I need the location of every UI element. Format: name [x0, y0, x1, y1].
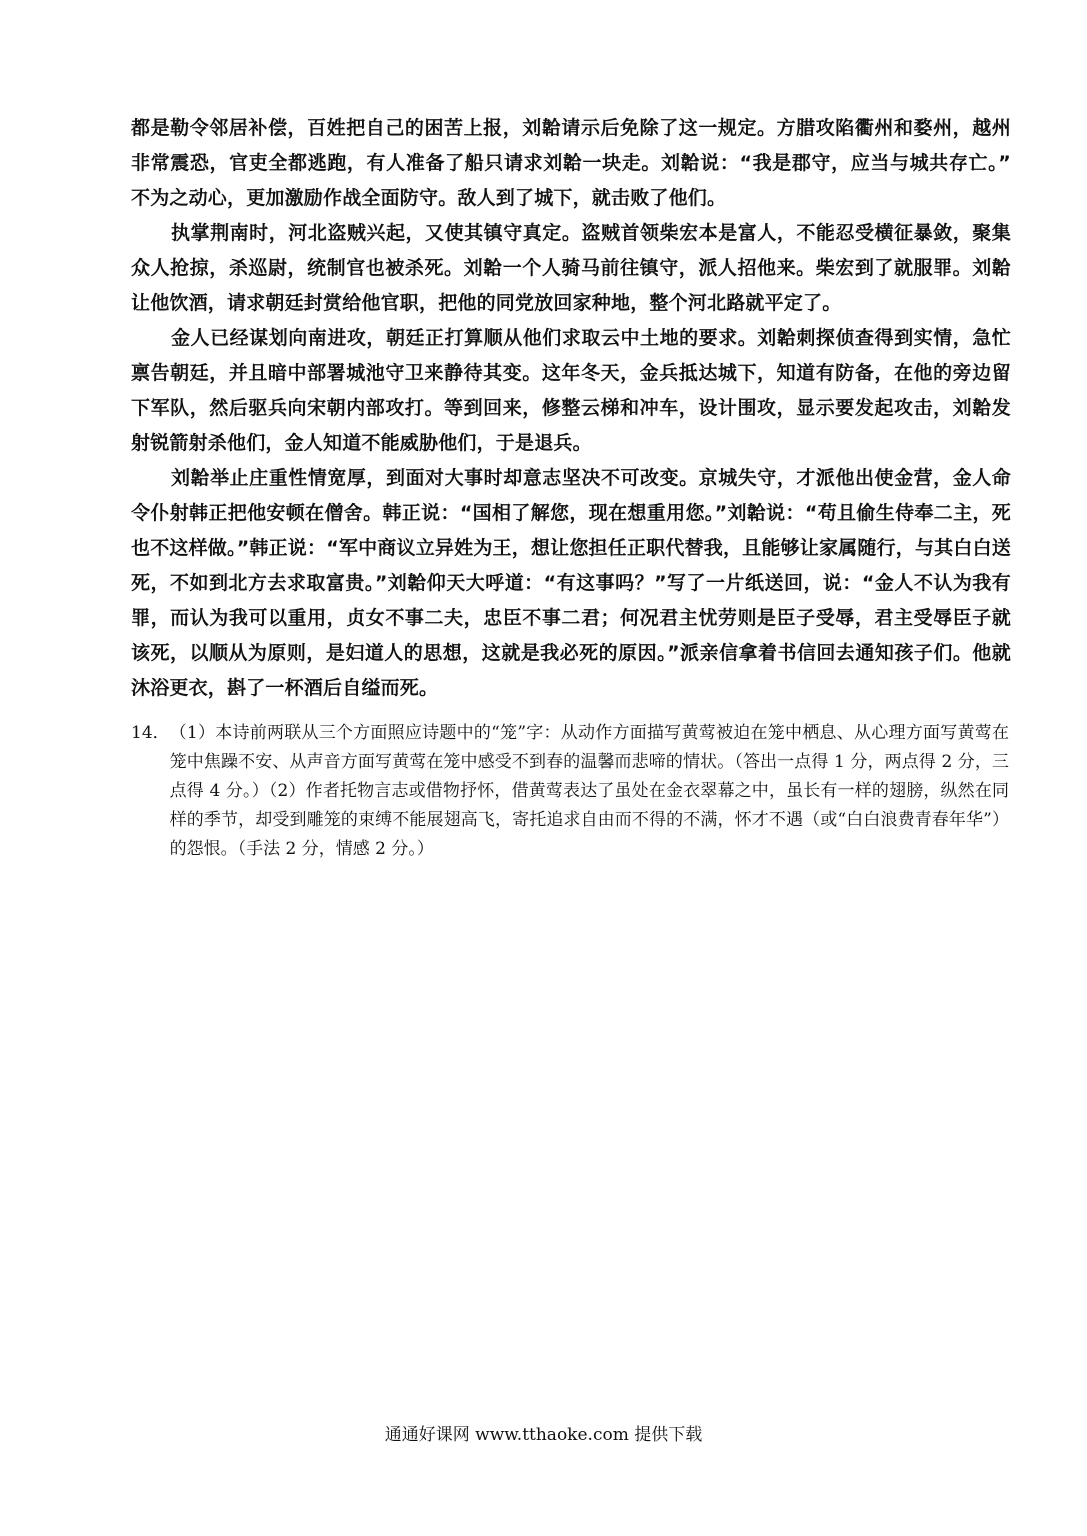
passage-paragraph-3: 金人已经谋划向南进攻，朝廷正打算顺从他们求取云中土地的要求。刘韐刺探侦查得到实情，急忙禀告朝廷，并且暗中部署城池守卫来静待其变。这年冬天，金兵抵达城下，知道有防备，在他的旁边留下军队，然后驱兵向宋朝内部攻打。等到回来，修整云梯和冲车，设计围攻，显示要发起攻击，刘韐发射锐箭射杀他们，金人知道不能威胁他们，于是退兵。: [131, 327, 1011, 454]
passage-paragraph-1: 都是勒令邻居补偿，百姓把自己的困苦上报，刘韐请示后免除了这一规定。方腊攻陷衢州和婺州，越州非常震恐，官吏全都逃跑，有人准备了船只请求刘韐一块走。刘韐说：“我是郡守，应当与城共存亡。” 不为之动心，更加激励作战全面防守。敌人到了城下，就击败了他们。: [131, 117, 1011, 209]
answer-14: [131, 719, 1009, 864]
page-footer: 通通好课网 www.tthaoke.com 提供下载: [384, 1425, 703, 1445]
answer-text: （1）本诗前两联从三个方面照应诗题中的“笼”字：从动作方面描写黄莺被迫在笼中栖息、从心理方面写黄莺在笼中焦躁不安、从声音方面写黄莺在笼中感受不到春的温馨而悲啼的情状。（答出一点得 1 分，两点得 2 分，三点得 4 分。）（2）作者托物言志或借物抒怀，借黄莺表达了虽处在金衣翠幕之中，虽长有一样的翅膀，纵然在同样的季节，却受到雕笼的束缚不能展翅高飞，寄托追求自由而不得的不满，怀才不遇（或“白白浪费青春年华”）的怨恨。（手法 2 分，情感 2 分。）: [169, 723, 1009, 859]
passage-paragraph-2: 执掌荆南时，河北盗贼兴起，又使其镇守真定。盗贼首领柴宏本是富人，不能忍受横征暴敛，聚集众人抢掠，杀巡尉，统制官也被杀死。刘韐一个人骑马前往镇守，派人招他来。柴宏到了就服罪。刘韐让他饮酒，请求朝廷封赏给他官职，把他的同党放回家种地，整个河北路就平定了。: [131, 222, 1011, 314]
translation-passage: [131, 111, 1011, 706]
passage-paragraph-4: 刘韐举止庄重性情宽厚，到面对大事时却意志坚决不可改变。京城失守，才派他出使金营，金人命令仆射韩正把他安顿在僧舍。韩正说：“国相了解您，现在想重用您。”刘韐说：“苟且偷生侍奉二主，死也不这样做。”韩正说：“军中商议立异姓为王，想让您担任正职代替我，且能够让家属随行，与其白白送死，不如到北方去求取富贵。”刘韐仰天大呼道：“有这事吗？”写了一片纸送回，说：“金人不认为我有罪，而认为我可以重用，贞女不事二夫，忠臣不事二君；何况君主忧劳则是臣子受辱，君主受辱臣子就该死，以顺从为原则，是妇道人的思想，这就是我必死的原因。”派亲信拿着书信回去通知孩子们。他就沐浴更衣，斟了一杯酒后自缢而死。: [131, 467, 1011, 699]
answer-number: 14．: [131, 723, 170, 743]
